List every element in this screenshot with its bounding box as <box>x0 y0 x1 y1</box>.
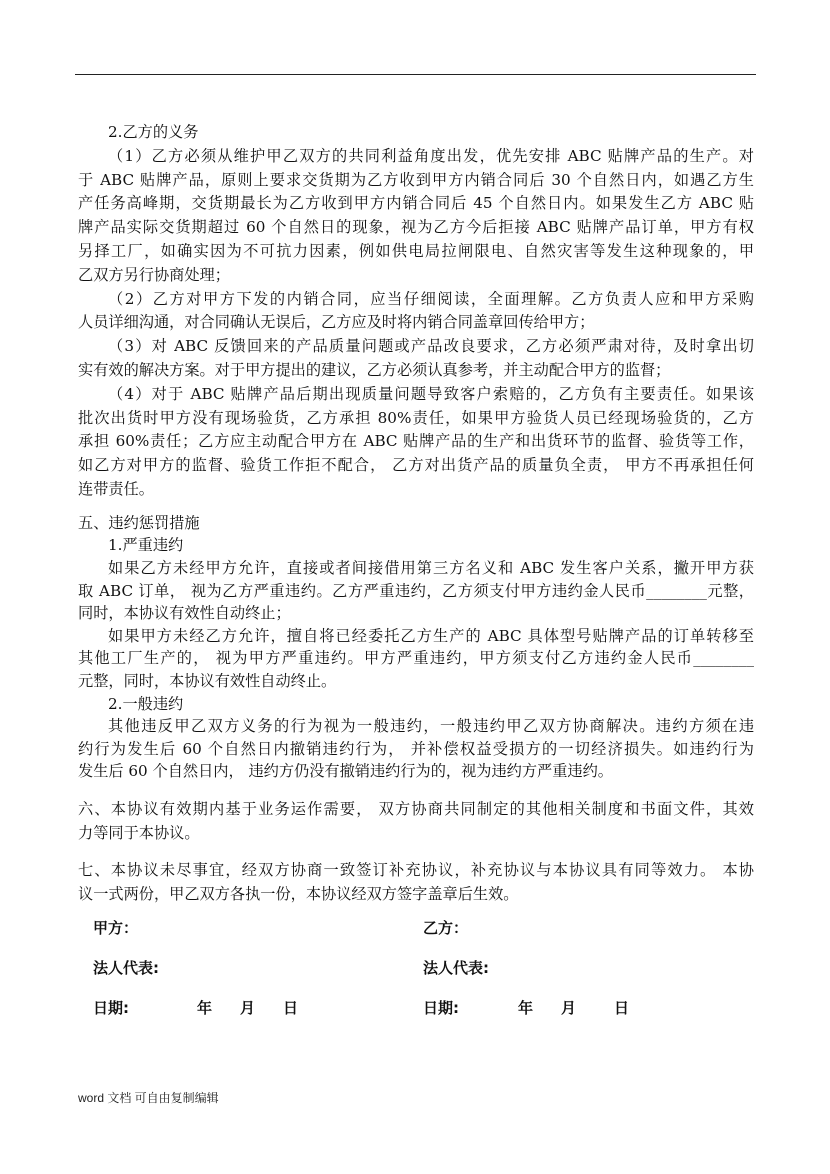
section-heading: 2.乙方的义务 <box>108 123 199 141</box>
party-b-label: 乙方： <box>423 919 469 937</box>
text-line: （1）乙方必须从维护甲乙双方的共同利益角度出发，优先安排 ABC 贴牌产品的生产。对 <box>108 146 754 165</box>
paragraph-2 <box>78 288 754 336</box>
text-line: 议一式两份，甲乙双方各执一份，本协议经双方签字盖章后生效。 <box>78 885 519 904</box>
party-b-day: 日 <box>614 999 630 1017</box>
party-a-label: 甲方： <box>93 919 139 937</box>
paragraph-general <box>78 715 754 783</box>
text-line: 如乙方对甲方的监督、验货工作拒不配合， 乙方对出货产品的质量负全责， 甲方不再承担任何 <box>78 456 754 475</box>
text-line: 于 ABC 贴牌产品，原则上要求交货期为乙方收到甲方内销合同后 30 个自然日内，如遇乙方生 <box>78 170 754 189</box>
subsection-heading: 2.一般违约 <box>108 694 184 713</box>
text-line: 同时，本协议有效性自动终止； <box>78 604 291 623</box>
party-b-date-label: 日期: <box>423 999 459 1017</box>
party-a-legal-rep-label: 法人代表: <box>93 959 159 977</box>
paragraph-1 <box>78 145 754 288</box>
party-b-month: 月 <box>561 999 577 1017</box>
party-b-year: 年 <box>518 999 534 1017</box>
legal-rep-row <box>93 959 753 977</box>
footer-note: word 文档 可自由复制编辑 <box>78 1091 219 1105</box>
party-a-month: 月 <box>240 999 256 1017</box>
paragraph-serious-a <box>78 625 754 693</box>
section-5-penalties <box>78 512 754 783</box>
subsection-heading: 1.严重违约 <box>108 536 184 555</box>
section-6 <box>78 798 754 846</box>
section-heading: 五、违约惩罚措施 <box>78 513 200 532</box>
text-line: 发生后 60 个自然日内， 违约方仍没有撤销违约行为的，视为违约方严重违约。 <box>78 762 613 781</box>
party-a-year: 年 <box>197 999 213 1017</box>
text-line: 牌产品实际交货期超过 60 个自然日的现象，视为乙方今后拒接 ABC 贴牌产品订单，甲方有权 <box>78 218 754 237</box>
text-line: 六、本协议有效期内基于业务运作需要， 双方协商共同制定的其他相关制度和书面文件，其效 <box>78 799 754 818</box>
text-line: 力等同于本协议。 <box>78 823 200 842</box>
text-line: 连带责任。 <box>78 479 154 498</box>
section-2-obligations <box>78 121 754 502</box>
text-line: 承担 60%责任；乙方应主动配合甲方在 ABC 贴牌产品的生产和出货环节的监督、验货等工作， <box>78 432 754 451</box>
text-line: 实有效的解决方案。对于甲方提出的建议，乙方必须认真参考，并主动配合甲方的监督； <box>78 360 671 379</box>
party-b-legal-rep-label: 法人代表: <box>423 959 489 977</box>
section-7 <box>78 859 754 907</box>
text-line: 约行为发生后 60 个自然日内撤销违约行为， 并补偿权益受损方的一切经济损失。如违约行为 <box>78 739 754 758</box>
signature-block <box>93 919 753 1039</box>
text-line: 产任务高峰期，交货期最长为乙方收到甲方内销合同后 45 个自然日内。如果发生乙方 ABC 贴 <box>78 194 754 213</box>
text-line: 乙双方另行协商处理； <box>78 265 230 284</box>
party-row <box>93 919 753 937</box>
text-line: 其他工厂生产的， 视为甲方严重违约。甲方严重违约，甲方须支付乙方违约金人民币________ <box>78 649 754 668</box>
text-line: 取 ABC 订单， 视为乙方严重违约。乙方严重违约，乙方须支付甲方违约金人民币________元整， <box>78 581 754 600</box>
text-line: 七、本协议未尽事宜，经双方协商一致签订补充协议，补充协议与本协议具有同等效力。 本协 <box>78 861 754 880</box>
text-line: （4）对于 ABC 贴牌产品后期出现质量问题导致客户索赔的，乙方负有主要责任。如果该 <box>108 384 754 403</box>
paragraph-3 <box>78 335 754 383</box>
text-line: 元整，同时，本协议有效性自动终止。 <box>78 671 337 690</box>
text-line: 另择工厂，如确实因为不可抗力因素，例如供电局拉闸限电、自然灾害等发生这种现象的，甲 <box>78 241 754 260</box>
paragraph-4 <box>78 383 754 502</box>
text-line: 如果甲方未经乙方允许，擅自将已经委托乙方生产的 ABC 具体型号贴牌产品的订单转移至 <box>108 626 754 645</box>
paragraph-serious-b <box>78 557 754 625</box>
text-line: 批次出货时甲方没有现场验货，乙方承担 80%责任，如果甲方验货人员已经现场验货的，乙方 <box>78 408 754 427</box>
document-body <box>78 121 754 907</box>
party-a-day: 日 <box>283 999 299 1017</box>
text-line: 人员详细沟通，对合同确认无误后，乙方应及时将内销合同盖章回传给甲方； <box>78 313 595 332</box>
text-line: 如果乙方未经甲方允许，直接或者间接借用第三方名义和 ABC 发生客户关系，撇开甲方获 <box>108 558 754 577</box>
header-rule <box>75 74 756 75</box>
date-row <box>93 999 753 1017</box>
text-line: （2）乙方对甲方下发的内销合同，应当仔细阅读，全面理解。乙方负责人应和甲方采购 <box>108 289 754 308</box>
party-a-date-label: 日期: <box>93 999 129 1017</box>
text-line: （3）对 ABC 反馈回来的产品质量问题或产品改良要求，乙方必须严肃对待，及时拿出切 <box>108 337 754 356</box>
text-line: 其他违反甲乙双方义务的行为视为一般违约，一般违约甲乙双方协商解决。违约方须在违 <box>108 717 754 736</box>
